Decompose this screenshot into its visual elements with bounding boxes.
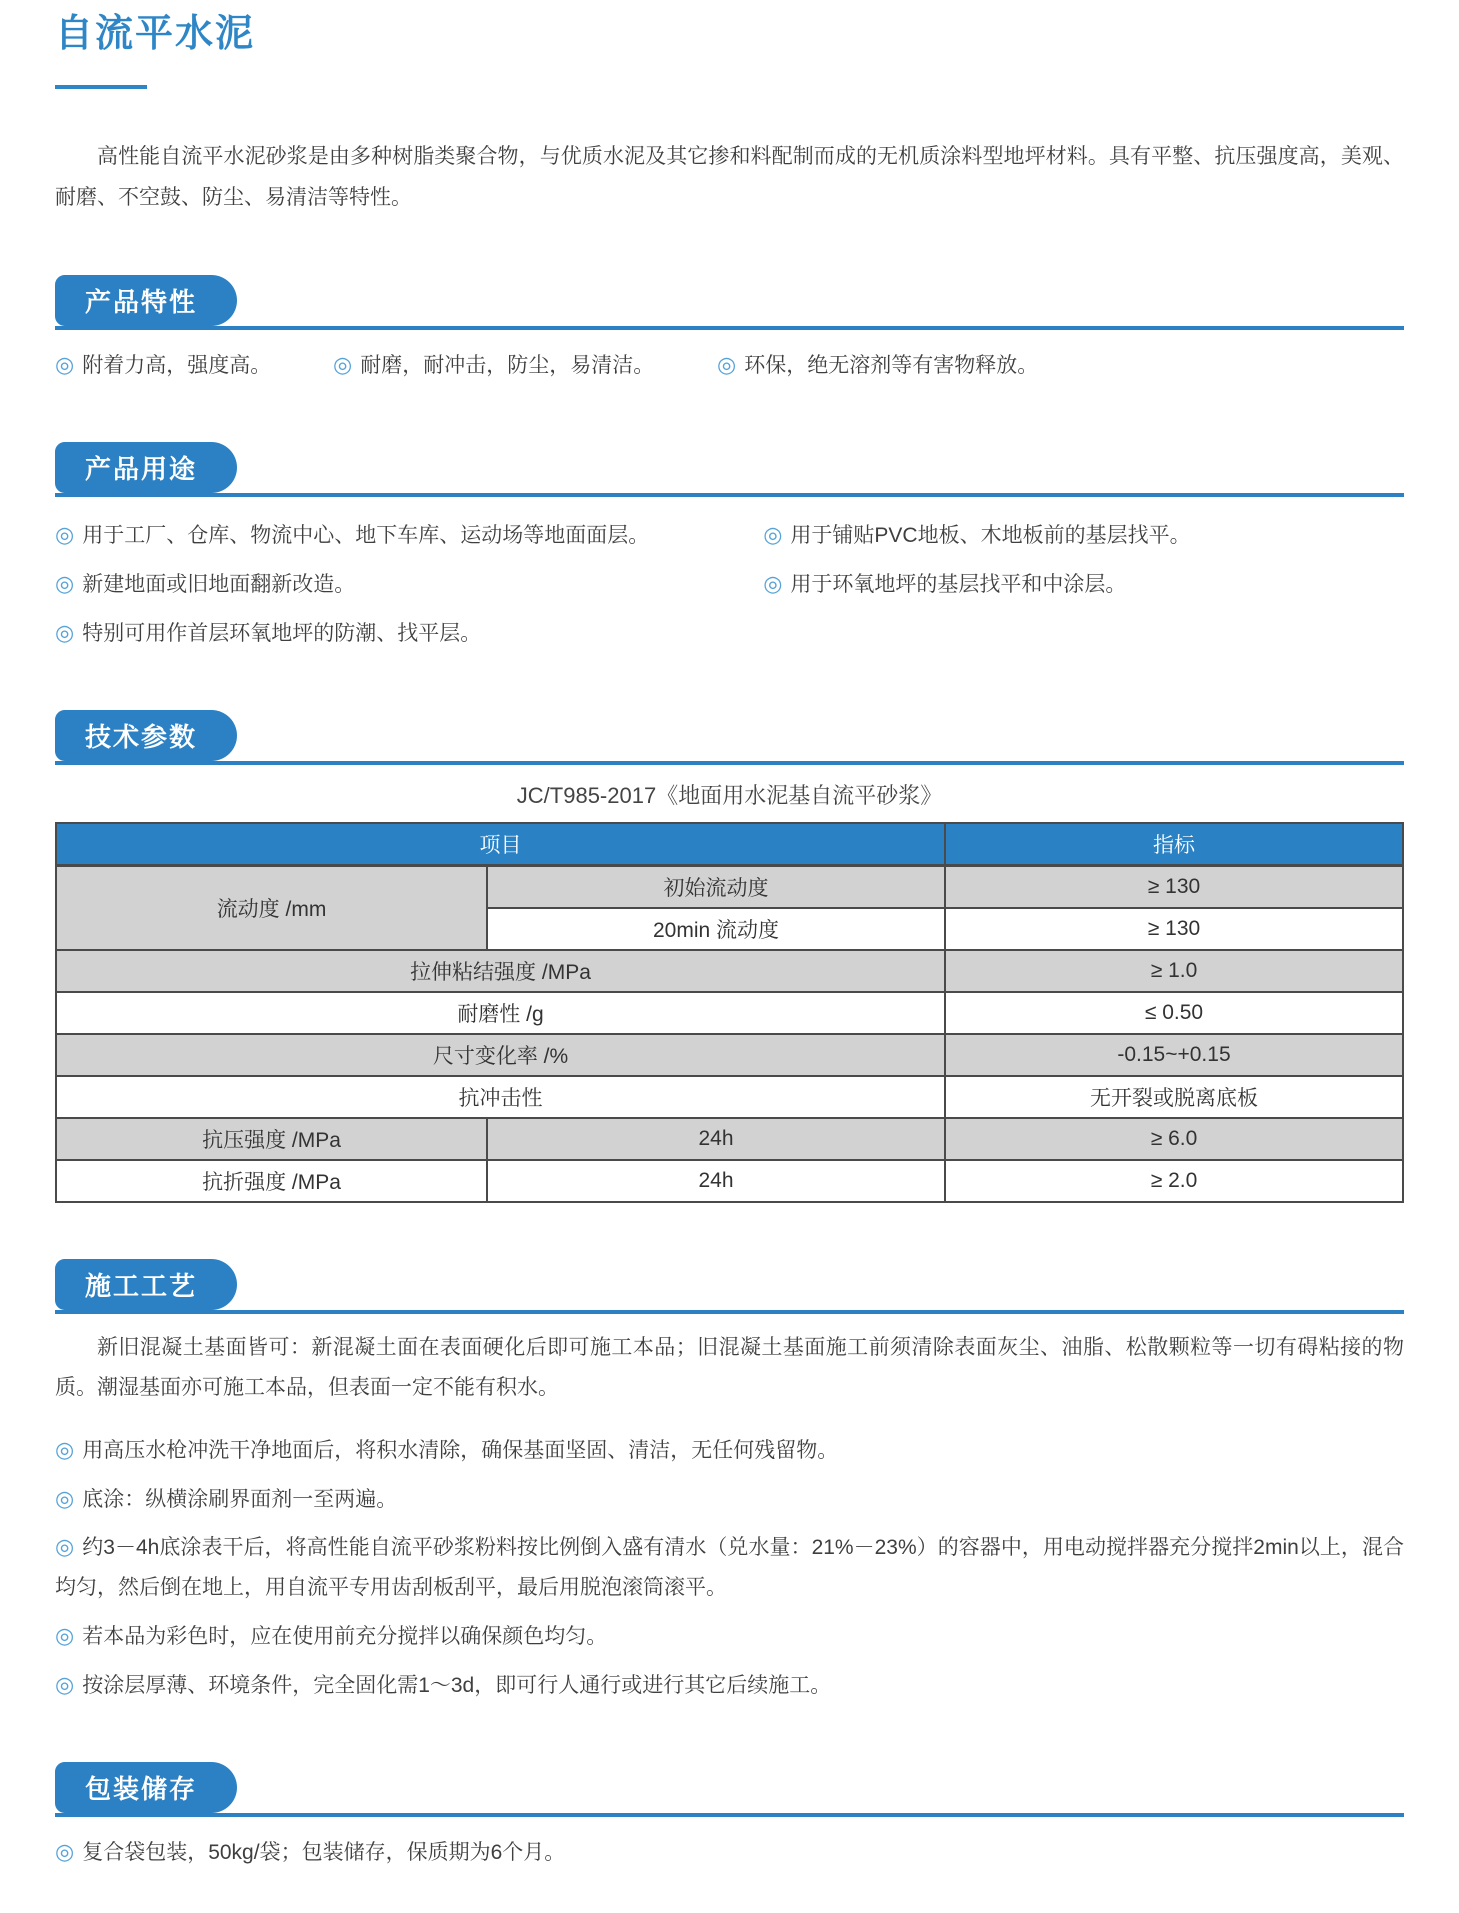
spec-col-item-header: 项目	[56, 823, 945, 866]
packaging-header	[55, 1762, 1404, 1817]
process-step-text: 约3－4h底涂表干后，将高性能自流平砂浆粉料按比例倒入盛有清水（兑水量：21%－23%）的容器中，用电动搅拌器充分搅拌2min以上，混合均匀，然后倒在地上，用自流平专用齿刮板刮平，最后用脱泡滚筒滚平。	[55, 1536, 1404, 1600]
double-circle-bullet-icon: ◎	[763, 571, 783, 597]
section-packaging	[55, 1762, 1404, 1873]
features-banner: 产品特性	[55, 275, 237, 326]
table-row	[56, 1160, 1403, 1202]
spec-group-cell: 流动度 /mm	[56, 865, 487, 950]
double-circle-bullet-icon: ◎	[763, 522, 783, 548]
feature-item-text: 附着力高，强度高。	[82, 354, 272, 378]
use-item	[55, 563, 763, 605]
spec-value-cell: ≥ 2.0	[945, 1160, 1403, 1202]
process-steps-list	[55, 1429, 1404, 1706]
uses-left-column	[55, 507, 763, 654]
standard-caption: JC/T985-2017《地面用水泥基自流平砂浆》	[516, 782, 943, 808]
spec-value-cell: ≤ 0.50	[945, 992, 1403, 1034]
spec-value-cell: 无开裂或脱离底板	[945, 1076, 1403, 1118]
double-circle-bullet-icon: ◎	[55, 1436, 75, 1462]
process-intro-paragraph: 新旧混凝土基面皆可：新混凝土面在表面硬化后即可施工本品；旧混凝土基面施工前须清除表面灰尘、油脂、松散颗粒等一切有碍粘接的物质。潮湿基面亦可施工本品，但表面一定不能有积水。	[55, 1335, 1404, 1399]
spec-label-cell: 拉伸粘结强度 /MPa	[56, 950, 945, 992]
double-circle-bullet-icon: ◎	[55, 1672, 75, 1698]
process-step	[55, 1429, 1404, 1471]
section-process	[55, 1259, 1404, 1706]
uses-right-column	[763, 507, 1404, 654]
process-header	[55, 1259, 1404, 1314]
process-step-text: 若本品为彩色时，应在使用前充分搅拌以确保颜色均匀。	[82, 1625, 608, 1649]
spec-value-cell: ≥ 6.0	[945, 1118, 1403, 1160]
double-circle-bullet-icon: ◎	[55, 1534, 75, 1560]
use-item-text: 新建地面或旧地面翻新改造。	[82, 573, 356, 597]
process-step-text: 按涂层厚薄、环境条件，完全固化需1～3d，即可行人通行或进行其它后续施工。	[82, 1674, 832, 1698]
use-item-text: 用于环氧地坪的基层找平和中涂层。	[790, 573, 1127, 597]
feature-item	[333, 344, 717, 386]
tech-banner: 技术参数	[55, 710, 237, 761]
process-step	[55, 1478, 1404, 1520]
process-step-text: 底涂：纵横涂刷界面剂一至两遍。	[82, 1487, 398, 1511]
spec-table	[55, 822, 1404, 1203]
packaging-item	[55, 1831, 1404, 1873]
title-underline	[55, 85, 147, 89]
table-row	[56, 1034, 1403, 1076]
table-row	[56, 950, 1403, 992]
spec-label-cell: 抗折强度 /MPa	[56, 1160, 487, 1202]
double-circle-bullet-icon: ◎	[333, 352, 353, 378]
table-row	[56, 1118, 1403, 1160]
spec-sub-cell: 24h	[487, 1118, 945, 1160]
double-circle-bullet-icon: ◎	[717, 352, 737, 378]
process-step-text: 用高压水枪冲洗干净地面后，将积水清除，确保基面坚固、清洁，无任何残留物。	[82, 1438, 839, 1462]
tech-header	[55, 710, 1404, 765]
spec-value-cell: ≥ 130	[945, 865, 1403, 908]
process-banner: 施工工艺	[55, 1259, 237, 1310]
uses-header	[55, 442, 1404, 497]
spec-table-header-row	[56, 823, 1403, 866]
spec-value-cell: -0.15~+0.15	[945, 1034, 1403, 1076]
double-circle-bullet-icon: ◎	[55, 1623, 75, 1649]
use-item	[55, 612, 763, 654]
double-circle-bullet-icon: ◎	[55, 571, 75, 597]
features-list	[55, 344, 1404, 386]
double-circle-bullet-icon: ◎	[55, 619, 75, 645]
feature-item-text: 耐磨，耐冲击，防尘，易清洁。	[360, 354, 655, 378]
intro-paragraph: 高性能自流平水泥砂浆是由多种树脂类聚合物，与优质水泥及其它掺和料配制而成的无机质涂料型地坪材料。具有平整、抗压强度高，美观、耐磨、不空鼓、防尘、易清洁等特性。	[55, 145, 1404, 210]
feature-item	[717, 344, 1404, 386]
packaging-banner: 包装储存	[55, 1762, 237, 1813]
use-item-text: 用于铺贴PVC地板、木地板前的基层找平。	[790, 524, 1191, 548]
use-item-text: 特别可用作首层环氧地坪的防潮、找平层。	[82, 621, 482, 645]
uses-columns	[55, 507, 1404, 654]
spec-value-cell: ≥ 130	[945, 908, 1403, 950]
double-circle-bullet-icon: ◎	[55, 522, 75, 548]
table-row	[56, 1076, 1403, 1118]
process-step	[55, 1526, 1404, 1608]
spec-sub-cell: 初始流动度	[487, 865, 945, 908]
double-circle-bullet-icon: ◎	[55, 352, 75, 378]
packaging-item-text: 复合袋包装，50kg/袋；包装储存，保质期为6个月。	[82, 1840, 566, 1864]
features-header	[55, 275, 1404, 330]
double-circle-bullet-icon: ◎	[55, 1485, 75, 1511]
section-uses	[55, 442, 1404, 654]
use-item-text: 用于工厂、仓库、物流中心、地下车库、运动场等地面面层。	[82, 524, 650, 548]
double-circle-bullet-icon: ◎	[55, 1838, 75, 1864]
section-tech-params	[55, 710, 1404, 1203]
spec-label-cell: 抗冲击性	[56, 1076, 945, 1118]
page-title: 自流平水泥	[55, 13, 256, 55]
spec-col-index-header: 指标	[945, 823, 1403, 866]
spec-sub-cell: 24h	[487, 1160, 945, 1202]
use-item	[763, 563, 1404, 605]
spec-sub-cell: 20min 流动度	[487, 908, 945, 950]
section-features	[55, 275, 1404, 386]
spec-label-cell: 尺寸变化率 /%	[56, 1034, 945, 1076]
use-item	[55, 514, 763, 556]
process-step	[55, 1664, 1404, 1706]
feature-item	[55, 344, 333, 386]
uses-banner: 产品用途	[55, 442, 237, 493]
spec-label-cell: 抗压强度 /MPa	[56, 1118, 487, 1160]
use-item	[763, 514, 1404, 556]
spec-label-cell: 耐磨性 /g	[56, 992, 945, 1034]
feature-item-text: 环保，绝无溶剂等有害物释放。	[744, 354, 1039, 378]
table-row	[56, 992, 1403, 1034]
table-row	[56, 865, 1403, 908]
process-step	[55, 1615, 1404, 1657]
spec-value-cell: ≥ 1.0	[945, 950, 1403, 992]
